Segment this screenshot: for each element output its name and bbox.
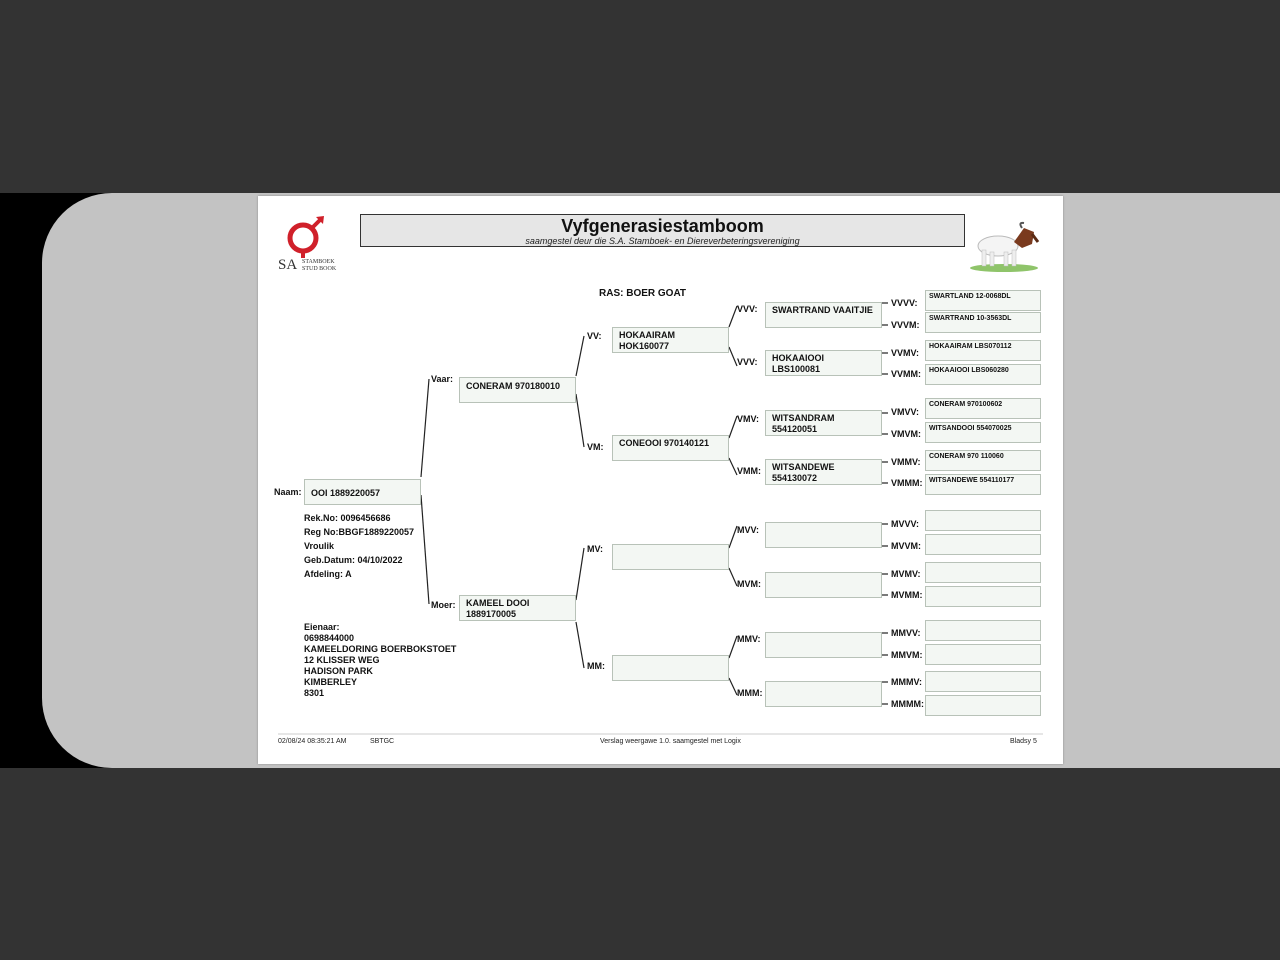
owner-code: 8301 [304,688,325,698]
gen4-box [925,534,1041,555]
gen3-box [765,572,882,598]
gen4-label: VVMM: [891,369,921,379]
gen4-value: CONERAM 970100602 [929,401,1003,408]
gen4-box [925,364,1041,385]
owner-heading: Eienaar: [304,622,340,632]
pedigree-document [258,196,1063,764]
rek-no: Rek.No: 0096456686 [304,513,391,523]
gen3-label: MVM: [737,579,761,589]
gen4-box [925,290,1041,311]
gen3-label: VMM: [737,466,761,476]
reg-no: Reg No:BBGF1889220057 [304,527,415,537]
owner-details [304,622,456,699]
gen3-box [765,632,882,658]
dam-line1: KAMEEL DOOI [466,598,530,608]
gen4-label: VMMM: [891,478,923,488]
subject-label: Naam: [274,487,302,497]
gen4-box [925,450,1041,471]
gen2-label-mv: MV: [587,544,604,554]
gen2-box-mm [612,655,729,681]
gen3-box [765,681,882,707]
gen4-label: MVVV: [891,519,920,529]
gen4-label: MVMM: [891,590,923,600]
gen3-box [765,522,882,548]
gen4-label: VVMV: [891,348,920,358]
gen4-value: WITSANDOOI 554070025 [929,425,1012,432]
gen3-label: MVV: [737,525,760,535]
gen4-box [925,398,1041,419]
owner-name: KAMEELDORING BOERBOKSTOET [304,644,457,654]
gen2-label-mm: MM: [587,661,605,671]
division: Afdeling: A [304,569,352,579]
footer-page: Bladsy 5 [1010,738,1037,745]
gen3-label: MMV: [737,634,761,644]
gen3-label: VVV: [737,304,758,314]
gen4-label: MVMV: [891,569,921,579]
gen4-label: VMVV: [891,407,920,417]
page-title: Vyfgenerasiestamboom [561,216,764,236]
dam-box [459,595,576,621]
gen2-box-mv [612,544,729,570]
gen4-value: WITSANDEWE 554110177 [929,477,1015,484]
gen2-vm-line1: CONEOOI 970140121 [619,438,710,448]
gen3-line1: HOKAAIOOI [772,353,825,363]
sire-line1: CONERAM 970180010 [466,381,561,391]
subject-name: OOI 1889220057 [311,488,381,498]
gen3-box [765,302,882,328]
gen4-box [925,312,1041,333]
gen4-label: VVVV: [891,298,918,308]
gen2-label-vv: VV: [587,331,602,341]
gen3-label: VVV: [737,357,758,367]
gen4-box [925,644,1041,665]
gen4-label: MMVV: [891,628,921,638]
gen2-vv-line1: HOKAAIRAM [619,330,675,340]
gen4-box [925,671,1041,692]
subject-box [304,479,421,505]
gen4-label: VMMV: [891,457,921,467]
gen3-line1: WITSANDRAM [772,413,835,423]
gen3-label: MMM: [737,688,763,698]
gen3-line2: 554130072 [772,473,818,483]
subject-details [304,511,414,581]
gen4-value: HOKAAIRAM LBS070112 [929,343,1012,350]
gen4-value: SWARTLAND 12-0068DL [929,293,1011,300]
gen4-box [925,620,1041,641]
gen4-value: SWARTRAND 10-3563DL [929,315,1012,322]
gen4-box [925,586,1041,607]
footer-version: Verslag weergawe 1.0. saamgestel met Logix [600,738,741,745]
gen4-box [925,422,1041,443]
gen2-label-vm: VM: [587,442,604,452]
gen3-line1: WITSANDEWE [772,462,835,472]
footer-code: SBTGC [370,738,395,745]
gen3-box [765,459,882,485]
gen4-label: MVVM: [891,541,921,551]
breed-label: RAS: BOER GOAT [599,288,687,299]
logo-stamboek-text: STAMBOEK [302,259,335,265]
gen4-label: MMVM: [891,650,923,660]
gen4-value: CONERAM 970 110060 [929,453,1004,460]
gen3-box [765,410,882,436]
gen2-box-vv [612,327,729,353]
gen4-label: VMVM: [891,429,921,439]
gen2-vv-line2: HOK160077 [619,341,670,351]
gen4-box [925,695,1041,716]
gen4-box [925,340,1041,361]
gen4-label: MMMM: [891,699,924,709]
gen3-line1: SWARTRAND VAAITJIE [772,305,873,315]
gen4-label: VVVM: [891,320,920,330]
sex: Vroulik [304,541,335,551]
footer-datetime: 02/08/24 08:35:21 AM [278,738,347,745]
dam-line2: 1889170005 [466,609,517,619]
birth-date: Geb.Datum: 04/10/2022 [304,555,403,565]
owner-city: KIMBERLEY [304,677,358,687]
logo-sa-text: SA [278,257,298,273]
sire-box [459,377,576,403]
owner-suburb: HADISON PARK [304,666,373,676]
logo-studbook-text: STUD BOOK [302,266,337,272]
gen4-box [925,510,1041,531]
gen4-label: MMMV: [891,677,922,687]
sire-label: Vaar: [431,374,454,384]
page-subtitle: saamgestel deur die S.A. Stamboek- en Diereverbeteringsvereniging [525,236,800,246]
gen3-label: VMV: [737,414,760,424]
gen4-value: HOKAAIOOI LBS060280 [929,367,1009,374]
gen3-line2: 554120051 [772,424,818,434]
gen3-box [765,350,882,376]
gen3-line2: LBS100081 [772,364,821,374]
owner-street: 12 KLISSER WEG [304,655,380,665]
gen4-box [925,474,1041,495]
gen4-box [925,562,1041,583]
dam-label: Moer: [431,600,456,610]
gen2-box-vm [612,435,729,461]
owner-number: 0698844000 [304,633,355,643]
